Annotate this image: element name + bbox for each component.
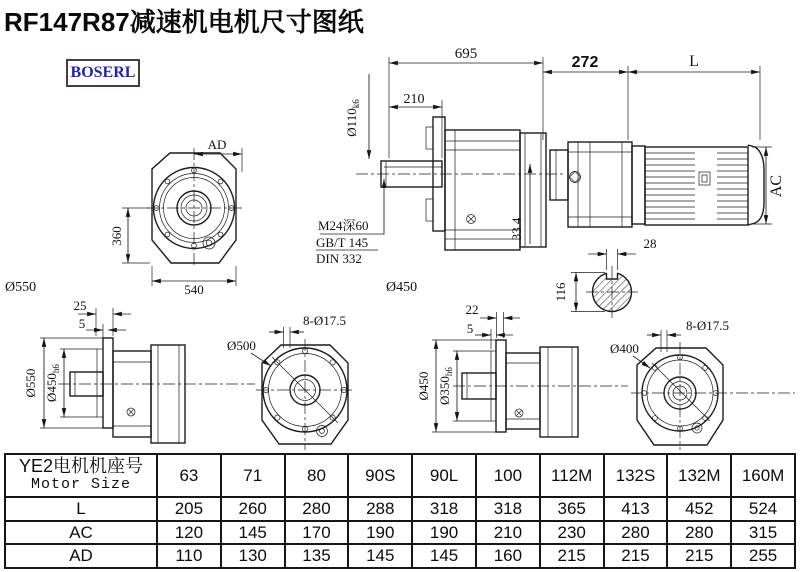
table-cell: 120 [157,521,221,545]
table-row-AD [5,544,795,568]
flange-a-front-view [227,313,354,450]
motor-view [543,53,785,227]
dim-dia-550: Ø550 [23,368,38,398]
label-dia-450: Ø450 [386,280,418,295]
table-cell: 524 [731,497,795,521]
dim-ad: AD [207,137,227,152]
dim-116: 116 [553,282,568,302]
table-col-header: 71 [221,454,285,497]
table-cell: 130 [221,544,285,568]
label-shaft-dia: $Ø110_{k6}$ [344,99,361,137]
table-col-header: 160M [731,454,795,497]
dim-22: 22 [465,302,479,317]
table-cell: 190 [348,521,412,545]
row-label: AC [5,521,157,545]
dim-695: 695 [454,46,478,62]
table-cell: 145 [221,521,285,545]
dim-272: 272 [571,54,599,71]
table-cell: 160 [476,544,540,568]
dim-dia-450: Ø450 [416,371,431,401]
dim-33-4: 33.4 [509,217,524,241]
flange-b-side-view [416,302,628,437]
table-cell: 280 [604,521,668,545]
table-col-header: 80 [285,454,349,497]
table-cell: 145 [348,544,412,568]
table-cell: 215 [667,544,731,568]
note-gbt: GB/T 145 [316,235,369,250]
dim-dia-350h6: $Ø350_{h6}$ [437,367,454,405]
table-cell: 255 [731,544,795,568]
label-holes-b: 8-Ø17.5 [686,318,729,333]
front-view [5,137,242,297]
dim-540: 540 [184,282,204,297]
table-cell: 230 [540,521,604,545]
table-row-L [5,497,795,521]
table-cell: 215 [604,544,668,568]
table-cell: 280 [285,497,349,521]
shaft-section-view [553,236,657,318]
row-label: L [5,497,157,521]
dim-28: 28 [643,236,657,251]
dim-25: 25 [73,298,87,313]
dim-5a: 5 [78,316,86,331]
dim-l: L [689,53,699,70]
flange-b-front-view [610,318,795,450]
table-cell: 170 [285,521,349,545]
label-dia-500: Ø500 [227,338,256,353]
table-cell: 315 [731,521,795,545]
table-col-header: 100 [476,454,540,497]
dim-210: 210 [403,92,425,107]
header-cn: YE2电机机座号 [18,456,144,477]
table-header-motor-size [5,454,157,497]
table-cell: 110 [157,544,221,568]
dimension-table [4,453,796,569]
table-col-header: 63 [157,454,221,497]
dim-ac: AC [768,174,785,198]
label-holes-a: 8-Ø17.5 [303,313,346,328]
table-cell: 260 [221,497,285,521]
table-cell: 365 [540,497,604,521]
table-cell: 318 [412,497,476,521]
note-m24: M24深60 [318,218,369,233]
table-cell: 210 [476,521,540,545]
table-col-header: 132M [667,454,731,497]
table-cell: 452 [667,497,731,521]
table-cell: 215 [540,544,604,568]
dim-360: 360 [109,226,124,246]
label-dia-550: Ø550 [5,280,37,295]
row-label: AD [5,544,157,568]
table-cell: 145 [412,544,476,568]
table-cell: 205 [157,497,221,521]
dim-5b: 5 [466,321,474,336]
table-cell: 413 [604,497,668,521]
header-en: Motor Size [30,476,131,494]
table-col-header: 90L [412,454,476,497]
dim-dia-450h6: $Ø450_{h6}$ [44,364,61,402]
table-col-header: 132S [604,454,668,497]
table-col-header: 90S [348,454,412,497]
note-din: DIN 332 [316,251,362,266]
table-cell: 280 [667,521,731,545]
table-cell: 288 [348,497,412,521]
table-cell: 318 [476,497,540,521]
label-dia-400: Ø400 [610,341,639,356]
table-cell: 190 [412,521,476,545]
table-row-AC [5,521,795,545]
table-cell: 135 [285,544,349,568]
brand-logo: BOSERL [66,59,140,87]
side-view [316,46,566,295]
flange-a-side-view [23,298,255,443]
table-col-header: 112M [540,454,604,497]
page-title: RF147R87减速机电机尺寸图纸 [4,7,364,37]
